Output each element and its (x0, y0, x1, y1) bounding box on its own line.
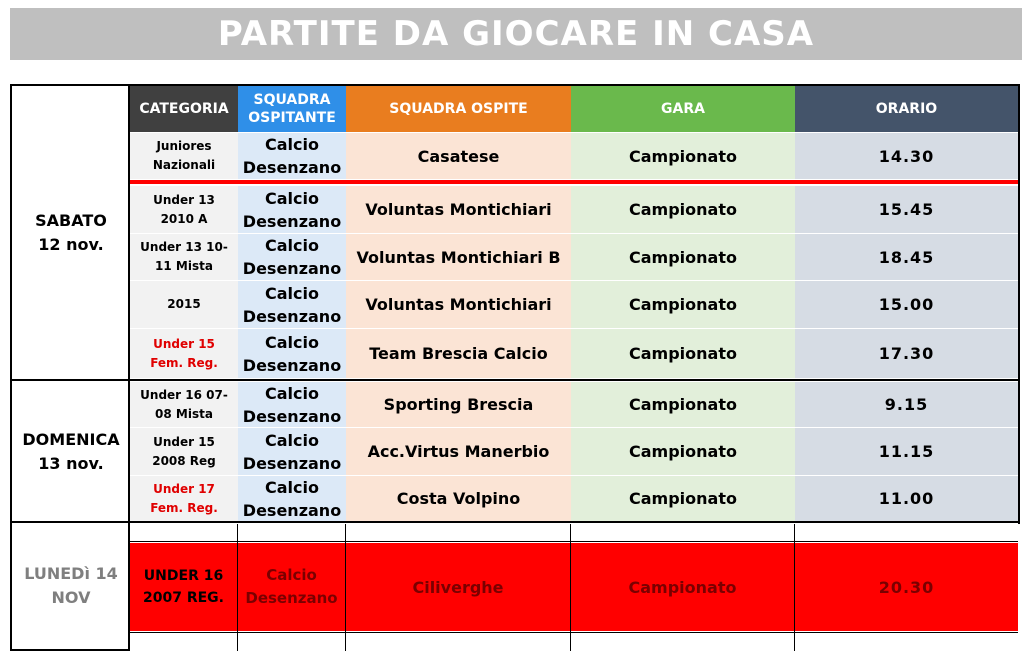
row-gara: Campionato (571, 234, 795, 280)
table-right-border (1018, 84, 1020, 524)
row-categoria: 2015 (130, 281, 238, 328)
row-orario: 18.45 (795, 234, 1018, 280)
page-title: PARTITE DA GIOCARE IN CASA (217, 14, 815, 54)
row-categoria: Under 16 07-08 Mista (130, 382, 238, 427)
row-ospitante-highlight: Calcio Desenzano (238, 543, 345, 631)
row-orario: 17.30 (795, 329, 1018, 378)
row-categoria: Under 13 2010 A (130, 186, 238, 233)
day-label-lunedi: LUNEDì 14 NOV (10, 523, 130, 649)
row-ospite: Acc.Virtus Manerbio (346, 428, 571, 475)
header-orario: ORARIO (795, 86, 1018, 132)
header-gara: GARA (571, 86, 795, 132)
row-orario: 15.45 (795, 186, 1018, 233)
highlight-divider (130, 180, 1018, 184)
row-orario: 9.15 (795, 382, 1018, 427)
row-ospite: Sporting Brescia (346, 382, 571, 427)
row-ospitante: Calcio Desenzano (238, 281, 346, 328)
row-categoria: Under 15 2008 Reg (130, 428, 238, 475)
row-categoria-highlight: UNDER 16 2007 REG. (130, 543, 237, 631)
row-categoria: Under 15 Fem. Reg. (130, 329, 238, 378)
row-ospitante: Calcio Desenzano (238, 234, 346, 280)
row-gara: Campionato (571, 133, 795, 179)
header-categoria: CATEGORIA (130, 86, 238, 132)
row-ospite: Casatese (346, 133, 571, 179)
day-label-sabato: SABATO 12 nov. (10, 86, 130, 380)
empty-row (130, 632, 1018, 651)
row-ospite: Team Brescia Calcio (346, 329, 571, 378)
row-ospite: Voluntas Montichiari B (346, 234, 571, 280)
header-squadra-ospite: SQUADRA OSPITE (346, 86, 571, 132)
row-ospitante: Calcio Desenzano (238, 329, 346, 378)
row-categoria: Under 13 10-11 Mista (130, 234, 238, 280)
row-gara-highlight: Campionato (571, 543, 794, 631)
row-gara: Campionato (571, 382, 795, 427)
row-ospitante: Calcio Desenzano (238, 476, 346, 521)
row-orario: 15.00 (795, 281, 1018, 328)
row-gara: Campionato (571, 281, 795, 328)
row-ospite: Costa Volpino (346, 476, 571, 521)
row-ospitante: Calcio Desenzano (238, 382, 346, 427)
row-orario-highlight: 20.30 (795, 543, 1018, 631)
row-orario: 11.15 (795, 428, 1018, 475)
row-gara: Campionato (571, 186, 795, 233)
title-banner (10, 8, 1022, 60)
row-gara: Campionato (571, 428, 795, 475)
table-bottom-border (10, 649, 130, 651)
row-categoria: Under 17 Fem. Reg. (130, 476, 238, 521)
row-gara: Campionato (571, 476, 795, 521)
row-gara: Campionato (571, 329, 795, 378)
row-ospitante: Calcio Desenzano (238, 186, 346, 233)
day-label-domenica: DOMENICA 13 nov. (10, 381, 130, 522)
day-separator (10, 521, 1020, 523)
row-ospite-highlight: Ciliverghe (346, 543, 570, 631)
row-ospitante: Calcio Desenzano (238, 428, 346, 475)
row-orario: 14.30 (795, 133, 1018, 179)
row-categoria: Juniores Nazionali (130, 133, 238, 179)
day-separator (10, 379, 1020, 381)
header-squadra-ospitante: SQUADRA OSPITANTE (238, 86, 346, 132)
row-orario: 11.00 (795, 476, 1018, 521)
empty-row (130, 524, 1018, 542)
row-ospitante: Calcio Desenzano (238, 133, 346, 179)
row-ospite: Voluntas Montichiari (346, 186, 571, 233)
row-ospite: Voluntas Montichiari (346, 281, 571, 328)
